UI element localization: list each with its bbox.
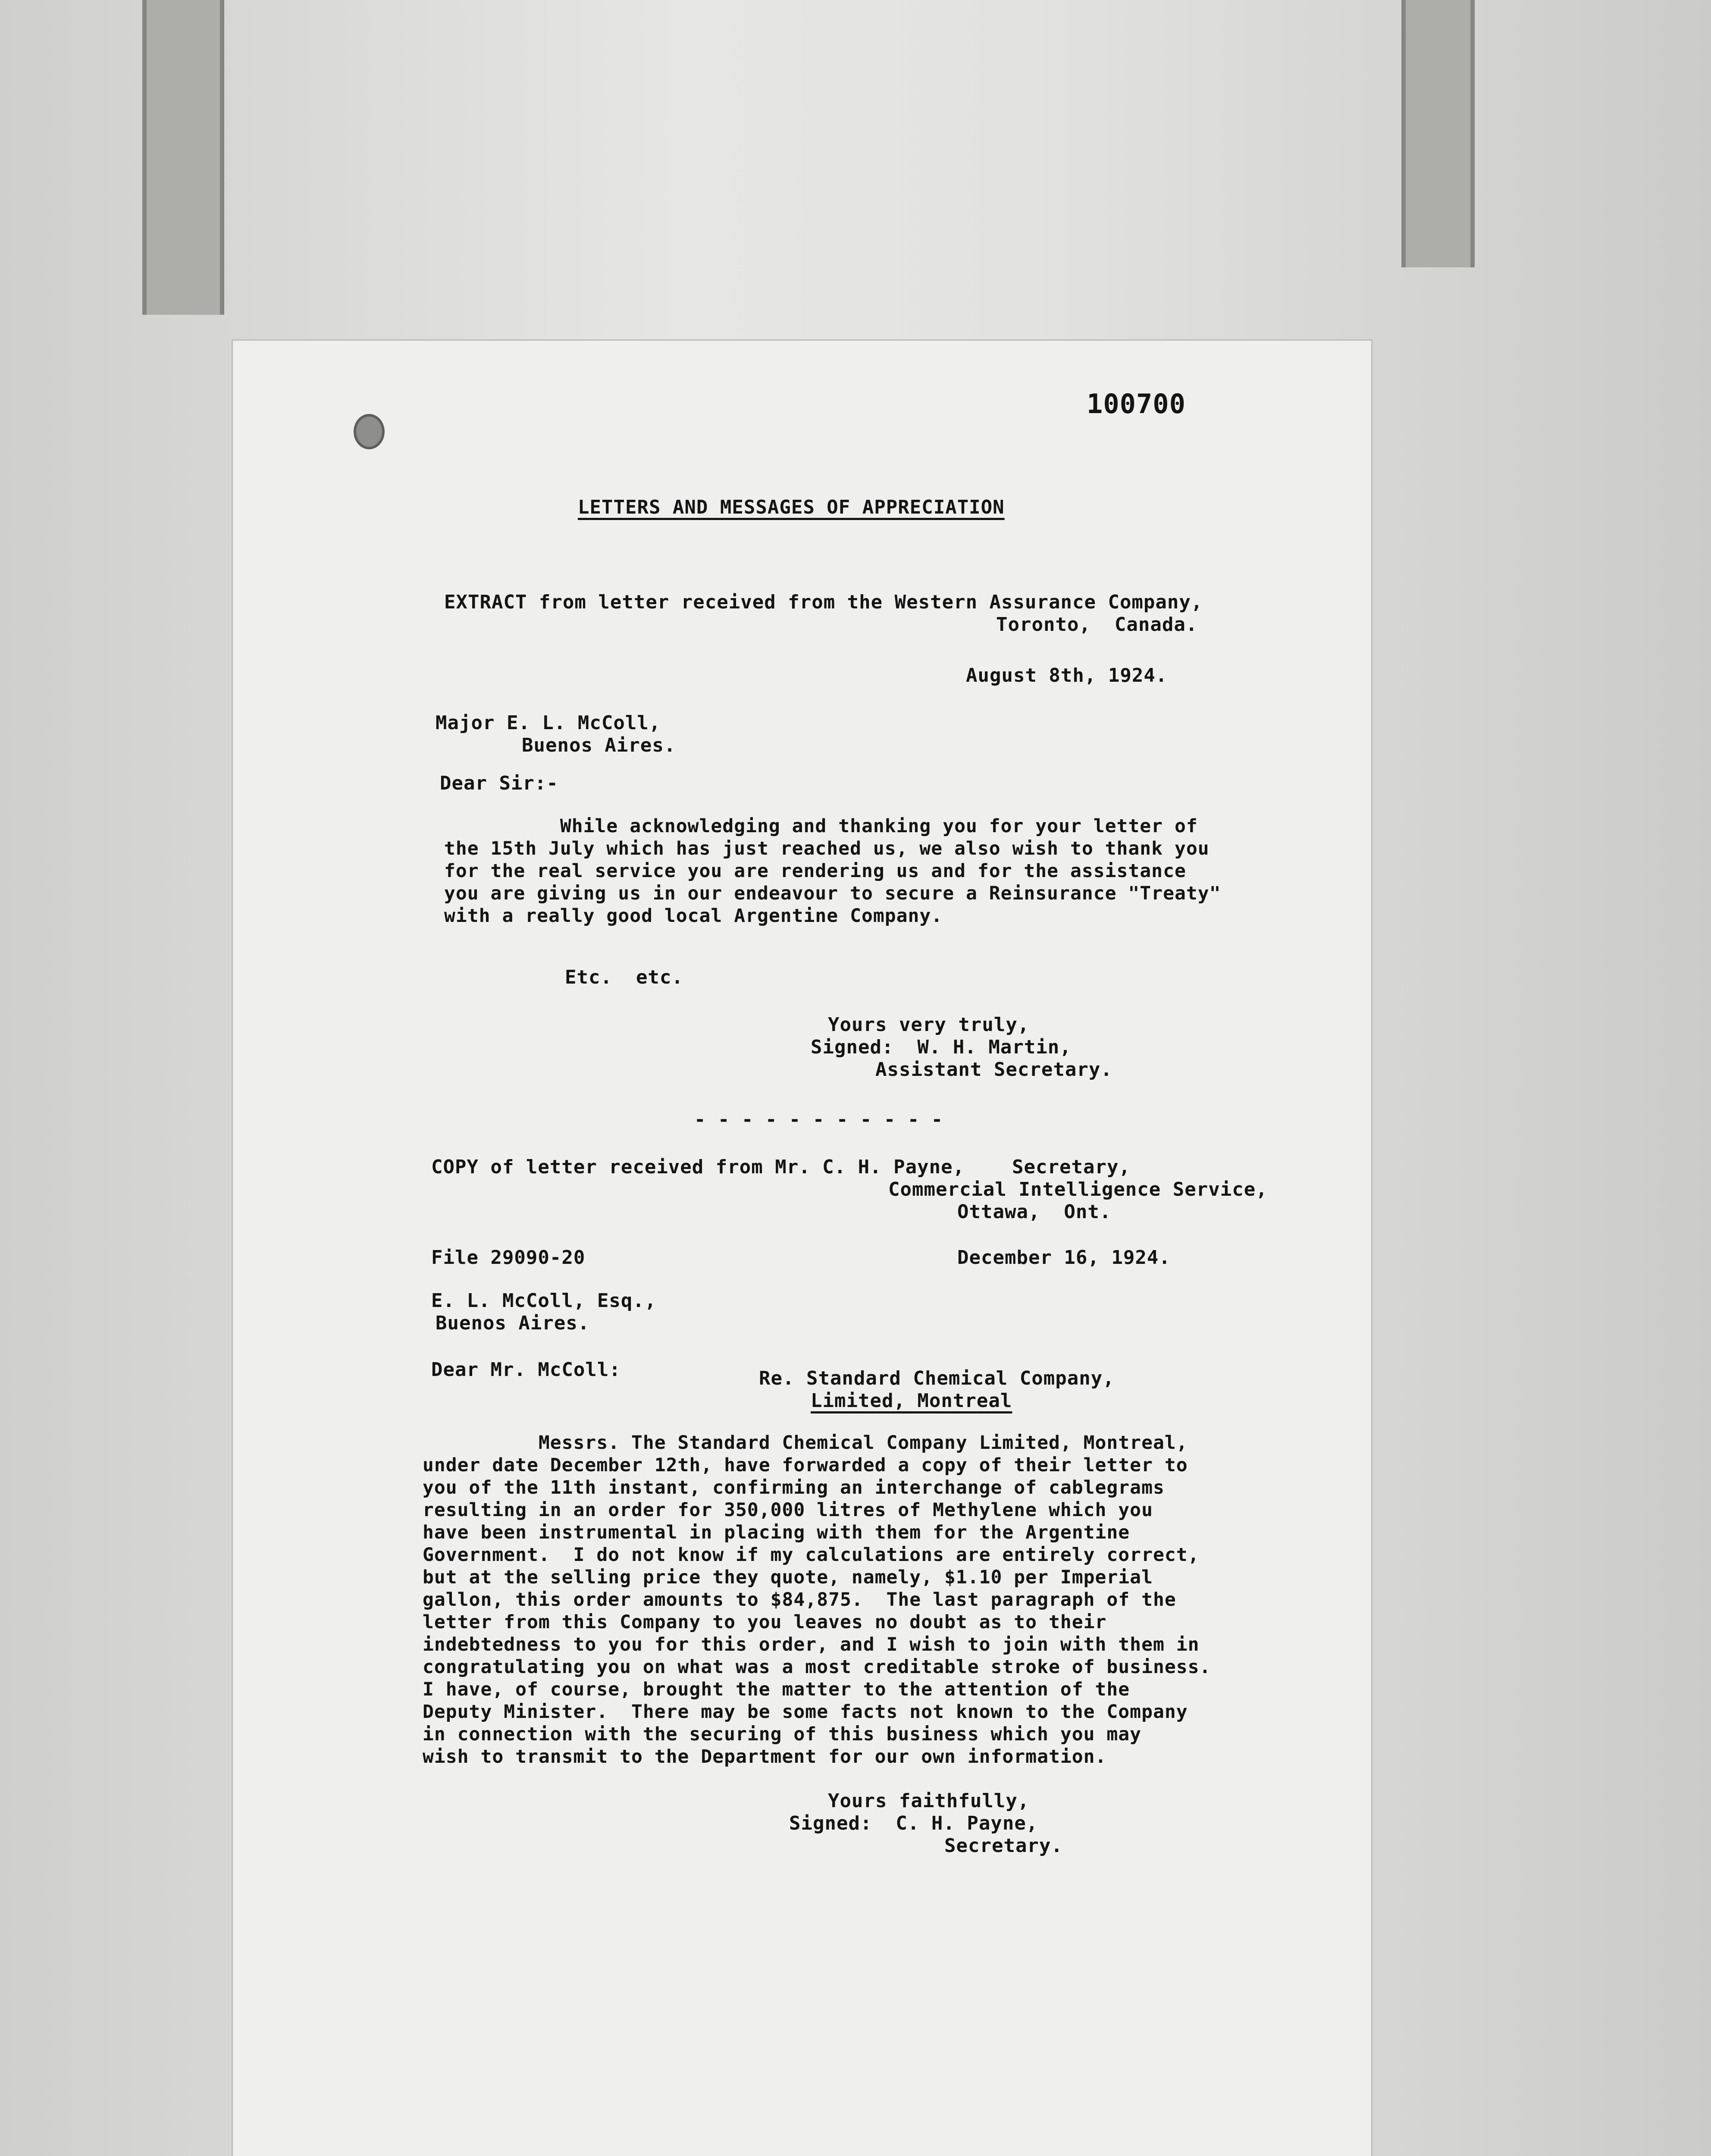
- letter2-body-line: I have, of course, brought the matter to the attention of the: [423, 1679, 1130, 1700]
- letter2-date: December 16, 1924.: [957, 1247, 1171, 1269]
- page-heading: LETTERS AND MESSAGES OF APPRECIATION: [578, 496, 1005, 518]
- letter2-body-line: in connection with the securing of this business which you may: [423, 1724, 1142, 1745]
- letter2-body: [423, 1432, 1211, 1768]
- re-line-1: Re. Standard Chemical Company,: [759, 1367, 1115, 1389]
- copy-line-1: COPY of letter received from Mr. C. H. Payne, Secretary,: [431, 1156, 1131, 1178]
- letter2-body-line: Government. I do not know if my calculations are entirely correct,: [423, 1544, 1200, 1566]
- letter2-recipient-2: Buenos Aires.: [436, 1312, 590, 1334]
- tape-strip-top-left: [142, 0, 224, 315]
- letter2-body-line: have been instrumental in placing with them for the Argentine: [423, 1522, 1130, 1543]
- letter1-recipient-2: Buenos Aires.: [522, 734, 676, 756]
- letter1-closing: Yours very truly,: [828, 1014, 1030, 1036]
- letter1-date: August 8th, 1924.: [966, 664, 1168, 686]
- letter-page: [233, 341, 1371, 2156]
- letter2-title: Secretary.: [944, 1835, 1063, 1857]
- letter2-signed: Signed: C. H. Payne,: [789, 1812, 1038, 1834]
- letter2-body-line: letter from this Company to you leaves no doubt as to their: [423, 1611, 1107, 1633]
- letter2-body-line: you of the 11th instant, confirming an interchange of cablegrams: [423, 1477, 1165, 1498]
- re-line-2: Limited, Montreal: [811, 1390, 1012, 1412]
- letter2-body-line: but at the selling price they quote, namely, $1.10 per Imperial: [423, 1567, 1153, 1588]
- letter1-signed: Signed: W. H. Martin,: [811, 1036, 1072, 1058]
- copy-line-2: Commercial Intelligence Service,: [888, 1178, 1268, 1200]
- letter2-body-line: under date December 12th, have forwarded a copy of their letter to: [423, 1454, 1188, 1476]
- letter2-body-line: resulting in an order for 350,000 litres of Methylene which you: [423, 1499, 1153, 1521]
- letter2-body-line: gallon, this order amounts to $84,875. The last paragraph of the: [423, 1589, 1176, 1611]
- letter1-title: Assistant Secretary.: [875, 1059, 1112, 1081]
- extract-line-1: EXTRACT from letter received from the Western Assurance Company,: [444, 591, 1203, 613]
- letter2-body-line: wish to transmit to the Department for our own information.: [423, 1746, 1107, 1767]
- copy-line-3: Ottawa, Ont.: [957, 1201, 1112, 1223]
- letter2-body-line: Messrs. The Standard Chemical Company Limited, Montreal,: [423, 1432, 1188, 1454]
- letter2-body-line: indebtedness to you for this order, and I wish to join with them in: [423, 1634, 1200, 1655]
- letter1-body-line: with a really good local Argentine Company.: [444, 905, 943, 927]
- letter1-recipient-1: Major E. L. McColl,: [436, 712, 661, 734]
- letter2-recipient-1: E. L. McColl, Esq.,: [431, 1290, 657, 1312]
- letter2-closing: Yours faithfully,: [828, 1790, 1030, 1812]
- letter1-body-line: for the real service you are rendering us and for the assistance: [444, 860, 1186, 882]
- letter1-body-line: the 15th July which has just reached us, we also wish to thank you: [444, 838, 1210, 859]
- letter2-body-line: Deputy Minister. There may be some facts not known to the Company: [423, 1701, 1188, 1723]
- letter1-body-line: you are giving us in our endeavour to secure a Reinsurance "Treaty": [444, 883, 1221, 904]
- letter1-body-line: While acknowledging and thanking you for your letter of: [444, 815, 1198, 837]
- tape-strip-top-right: [1401, 0, 1475, 267]
- extract-line-2: Toronto, Canada.: [996, 614, 1198, 636]
- letter1-salutation: Dear Sir:-: [440, 772, 558, 794]
- letter1-body: [444, 815, 1221, 927]
- section-separator: - - - - - - - - - - -: [694, 1109, 943, 1131]
- stamp-number: 100700: [1087, 388, 1186, 420]
- letter2-salutation: Dear Mr. McColl:: [431, 1359, 621, 1381]
- letter2-body-line: congratulating you on what was a most creditable stroke of business.: [423, 1656, 1211, 1678]
- file-number: File 29090-20: [431, 1247, 586, 1269]
- punch-hole: [354, 414, 385, 449]
- letter1-etc: Etc. etc.: [565, 966, 683, 988]
